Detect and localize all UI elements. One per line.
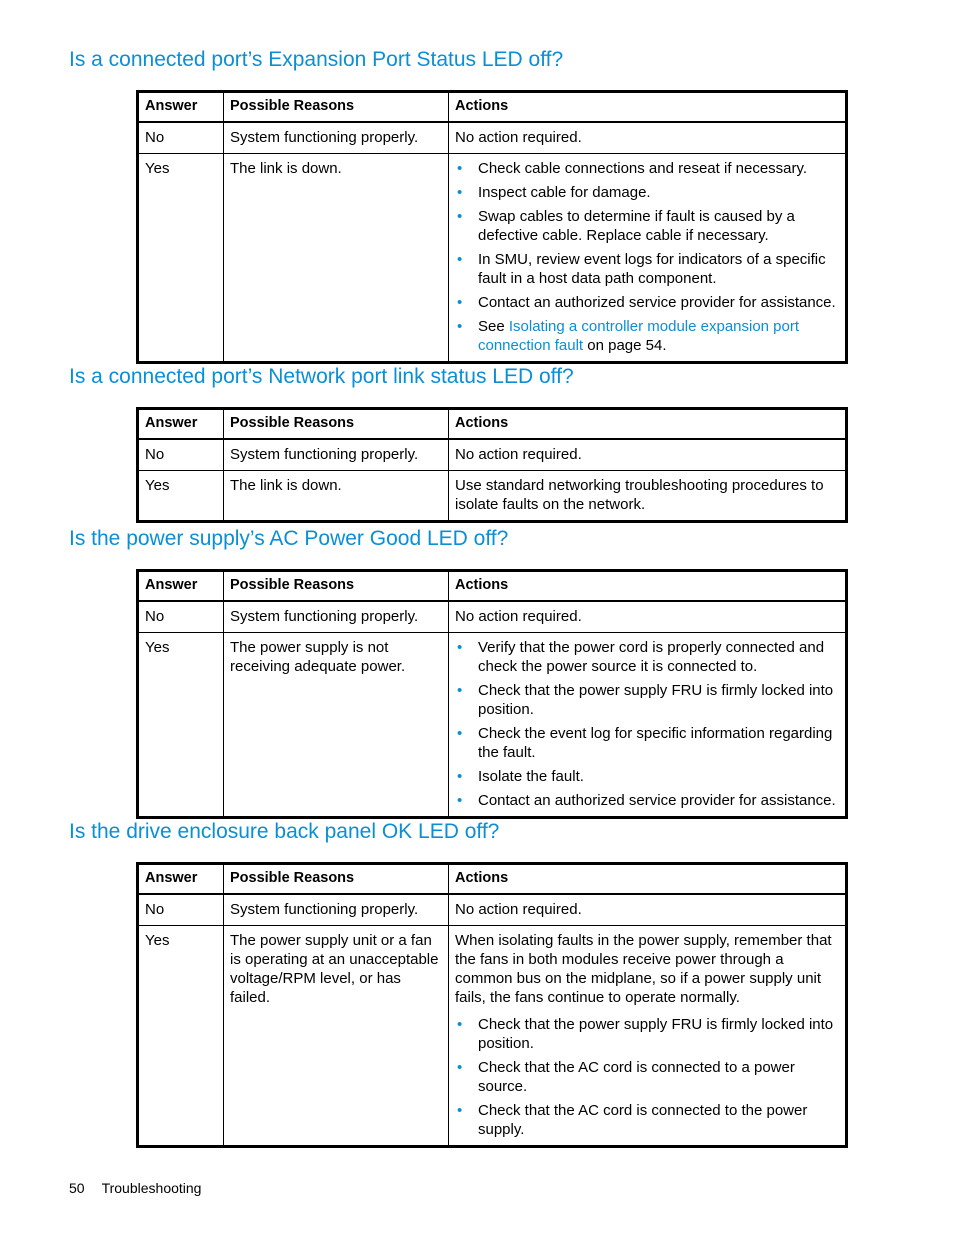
answer-cell: No [138, 601, 224, 633]
header-answer: Answer [138, 571, 224, 602]
table-row [138, 471, 847, 522]
table-header-row [138, 92, 847, 123]
list-item-see-reference [455, 317, 839, 355]
see-prefix: See [478, 318, 509, 335]
cross-reference-link[interactable]: Isolating a controller module expansion port connection fault [478, 318, 800, 354]
table-row [138, 894, 847, 926]
header-actions: Actions [449, 92, 847, 123]
answer-cell: No [138, 894, 224, 926]
list-item: • Check the event log for specific information regarding the fault. [455, 724, 839, 762]
header-answer: Answer [138, 864, 224, 895]
network-port-table [136, 407, 848, 523]
header-possible-reasons: Possible Reasons [224, 864, 449, 895]
chapter-name: Troubleshooting [101, 1180, 202, 1196]
answer-cell: No [138, 439, 224, 471]
header-actions: Actions [449, 409, 847, 440]
reason-cell: The link is down. [224, 471, 449, 522]
list-item: • Check that the power supply FRU is firmly locked into position. [455, 1015, 839, 1053]
action-cell [449, 154, 847, 363]
list-item: • Check that the AC cord is connected to a power source. [455, 1058, 839, 1096]
action-list [455, 159, 839, 355]
page-number: 50 [69, 1180, 85, 1196]
list-item: • Check cable connections and reseat if necessary. [455, 159, 839, 178]
answer-cell: Yes [138, 633, 224, 818]
list-item: • In SMU, review event logs for indicators of a specific fault in a host data path component. [455, 250, 839, 288]
list-item: • Swap cables to determine if fault is caused by a defective cable. Replace cable if necessary. [455, 207, 839, 245]
action-cell: No action required. [449, 122, 847, 154]
header-answer: Answer [138, 92, 224, 123]
action-paragraph: When isolating faults in the power supply, remember that the fans in both modules receive power through a common bus on the midplane, so if a power supply unit fails, the fans continue to operate normally. [455, 932, 832, 1006]
list-item: • Contact an authorized service provider for assistance. [455, 293, 839, 312]
list-item: • Inspect cable for damage. [455, 183, 839, 202]
header-answer: Answer [138, 409, 224, 440]
table-row [138, 633, 847, 818]
table-row [138, 154, 847, 363]
back-panel-table [136, 862, 848, 1148]
action-cell: No action required. [449, 439, 847, 471]
reason-cell: System functioning properly. [224, 601, 449, 633]
section-title-expansion-port: Is a connected port’s Expansion Port Status LED off? [69, 48, 564, 71]
reason-cell: System functioning properly. [224, 894, 449, 926]
action-cell [449, 633, 847, 818]
table-row [138, 122, 847, 154]
section-title-ac-power-good: Is the power supply’s AC Power Good LED off? [69, 527, 509, 550]
list-item: • Verify that the power cord is properly connected and check the power source it is connected to. [455, 638, 839, 676]
reason-cell: The link is down. [224, 154, 449, 363]
action-cell: No action required. [449, 601, 847, 633]
table-row [138, 439, 847, 471]
action-list [455, 1015, 839, 1139]
reason-cell: System functioning properly. [224, 439, 449, 471]
table-header-row [138, 864, 847, 895]
reason-cell: The power supply is not receiving adequate power. [224, 633, 449, 818]
action-list [455, 638, 839, 810]
list-item: • Check that the AC cord is connected to the power supply. [455, 1101, 839, 1139]
action-cell: Use standard networking troubleshooting procedures to isolate faults on the network. [449, 471, 847, 522]
header-actions: Actions [449, 571, 847, 602]
table-header-row [138, 571, 847, 602]
answer-cell: Yes [138, 471, 224, 522]
list-item: • Check that the power supply FRU is firmly locked into position. [455, 681, 839, 719]
reason-cell: The power supply unit or a fan is operating at an unacceptable voltage/RPM level, or has failed. [224, 926, 449, 1147]
ac-power-table [136, 569, 848, 819]
list-item: • Isolate the fault. [455, 767, 839, 786]
header-possible-reasons: Possible Reasons [224, 571, 449, 602]
action-cell [449, 926, 847, 1147]
action-cell: No action required. [449, 894, 847, 926]
table-row [138, 926, 847, 1147]
header-possible-reasons: Possible Reasons [224, 409, 449, 440]
list-item: • Contact an authorized service provider for assistance. [455, 791, 839, 810]
section-title-network-port: Is a connected port’s Network port link status LED off? [69, 365, 574, 388]
section-title-back-panel-ok: Is the drive enclosure back panel OK LED off? [69, 820, 500, 843]
see-suffix: on page 54. [583, 337, 667, 354]
answer-cell: No [138, 122, 224, 154]
reason-cell: System functioning properly. [224, 122, 449, 154]
page-footer [69, 1180, 201, 1196]
answer-cell: Yes [138, 154, 224, 363]
header-actions: Actions [449, 864, 847, 895]
answer-cell: Yes [138, 926, 224, 1147]
header-possible-reasons: Possible Reasons [224, 92, 449, 123]
table-row [138, 601, 847, 633]
table-header-row [138, 409, 847, 440]
expansion-port-table [136, 90, 848, 364]
